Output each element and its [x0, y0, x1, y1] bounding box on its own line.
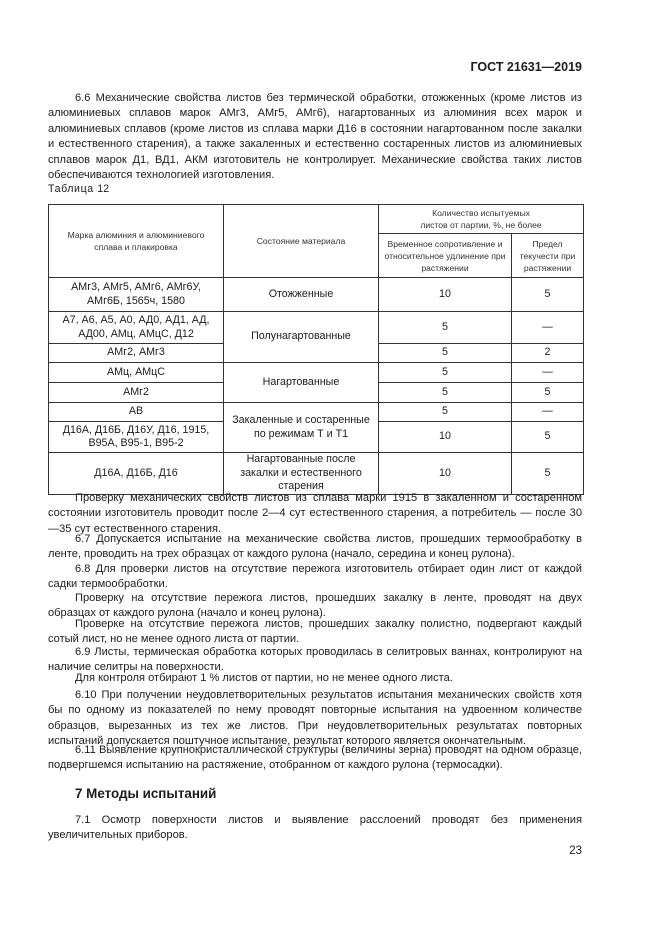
- cell-state: Нагартованные: [224, 363, 379, 403]
- cell-grade: Д16А, Д16Б, Д16У, Д16, 1915, В95А, В95-1, В95-2: [49, 422, 224, 453]
- cell-grade: АМг2, АМг3: [49, 344, 224, 363]
- col-header-group: Количество испытуемых листов от партии, %, не более: [379, 205, 584, 234]
- paragraph-7-1: 7.1 Осмотр поверхности листов и выявление расслоений проводят без применения увеличительных приборов.: [48, 814, 582, 842]
- paragraph-6-8-sheet: Проверке на отсутствие пережога листов, прошедших закалку полистно, подвергают каждый сотый лист, но не менее одного листа от партии.: [48, 618, 582, 646]
- table-row: [49, 403, 584, 422]
- cell-state: Закаленные и состаренные по режимам Т и Т1: [224, 403, 379, 453]
- cell-grade: А7, А6, А5, А0, АД0, АД1, АД, АД00, АМц, АМцС, Д12: [49, 312, 224, 344]
- cell-grade: АМц, АМцС: [49, 363, 224, 383]
- col-header-yield: Предел текучести при растяжении: [512, 234, 584, 278]
- cell-yield: 5: [512, 383, 584, 403]
- paragraph-1915: Проверку механических свойств листов из сплава марки 1915 в закаленном и состаренном состоянии изготовитель проводит после 2—4 сут естественного старения, а потребитель — после 30—35 сут естественного старения.: [48, 492, 582, 535]
- paragraph-6-7: 6.7 Допускается испытание на механические свойства листов, прошедших термообработку в ленте, проводить на трех образцах от каждого рулона (начало, середина и конец рулона).: [48, 533, 582, 561]
- cell-grade: АВ: [49, 403, 224, 422]
- paragraph-6-10: 6.10 При получении неудовлетворительных результатов испытания механических свойств хотя бы по одному из показателей по нему проводят повторные испытания на удвоенном количестве образцов, вырезанных из тех же листов. При неудовлетворительных результатах повторных испытаний допускается поштучное испытание, результат которого является окончательным.: [48, 689, 582, 748]
- table-caption-word: Таблица: [48, 183, 94, 195]
- cell-yield: —: [512, 312, 584, 344]
- cell-tensile: 5: [379, 344, 512, 363]
- section-7-heading: 7 Методы испытаний: [75, 786, 217, 801]
- paragraph-6-11: 6.11 Выявление крупнокристаллической структуры (величины зерна) проводят на одном образце, подвергшемся испытанию на растяжение, отобранном от каждого рулона (термосадки).: [48, 744, 582, 772]
- cell-tensile: 5: [379, 312, 512, 344]
- cell-tensile: 10: [379, 453, 512, 495]
- page-number: 23: [569, 845, 582, 857]
- cell-tensile: 10: [379, 422, 512, 453]
- paragraph-6-8-belt: Проверку на отсутствие пережога листов, прошедших закалку в ленте, проводят на двух образцах от каждого рулона (начало и конец рулона).: [48, 592, 582, 620]
- table-row: [49, 312, 584, 344]
- col-header-grade: Марка алюминия и алюминиевого сплава и плакировка: [49, 205, 224, 278]
- cell-yield: 5: [512, 453, 584, 495]
- paragraph-6-9: 6.9 Листы, термическая обработка которых проводилась в селитровых ваннах, контролируют на наличие селитры на поверхности.: [48, 646, 582, 674]
- col-header-tensile: Временное сопротивление и относительное удлинение при растяжении: [379, 234, 512, 278]
- table-row: [49, 363, 584, 383]
- paragraph-6-9-sampling: Для контроля отбирают 1 % листов от партии, но не менее одного листа.: [75, 672, 453, 684]
- cell-yield: 2: [512, 344, 584, 363]
- cell-grade: АМг2: [49, 383, 224, 403]
- cell-tensile: 10: [379, 278, 512, 312]
- table-row: [49, 453, 584, 495]
- col-header-state: Состояние материала: [224, 205, 379, 278]
- table-caption: [48, 183, 109, 195]
- cell-grade: Д16А, Д16Б, Д16: [49, 453, 224, 495]
- paragraph-6-8: 6.8 Для проверки листов на отсутствие пережога изготовитель отбирает один лист от каждой садки термообработки.: [48, 563, 582, 591]
- paragraph-6-6: 6.6 Механические свойства листов без термической обработки, отожженных (кроме листов из алюминиевых сплавов марок АМг3, АМг5, АМг6), нагартованных из алюминия всех марок и алюминиевых сплавов (кроме листов из сплава марки Д16 в состоянии нагартованном после закалки и естественного старения), а также закаленных и естественно состаренных листов из алюминиевых сплавов марок Д1, ВД1, АКМ изготовитель не контролирует. Механические свойства таких листов обеспечиваются технологией изготовления.: [48, 92, 582, 182]
- cell-yield: —: [512, 363, 584, 383]
- table-header-row: [49, 205, 584, 234]
- cell-yield: 5: [512, 422, 584, 453]
- cell-state: Нагартованные после закалки и естественного старения: [224, 453, 379, 495]
- cell-tensile: 5: [379, 363, 512, 383]
- table-caption-number: 12: [97, 183, 110, 195]
- cell-state: Отожженные: [224, 278, 379, 312]
- cell-tensile: 5: [379, 403, 512, 422]
- table-12: [48, 204, 584, 495]
- cell-grade: АМг3, АМг5, АМг6, АМг6У, АМг6Б, 1565ч, 1580: [49, 278, 224, 312]
- cell-yield: —: [512, 403, 584, 422]
- cell-state: Полунагартованные: [224, 312, 379, 363]
- document-id: ГОСТ 21631—2019: [470, 60, 582, 74]
- cell-tensile: 5: [379, 383, 512, 403]
- cell-yield: 5: [512, 278, 584, 312]
- table-row: [49, 278, 584, 312]
